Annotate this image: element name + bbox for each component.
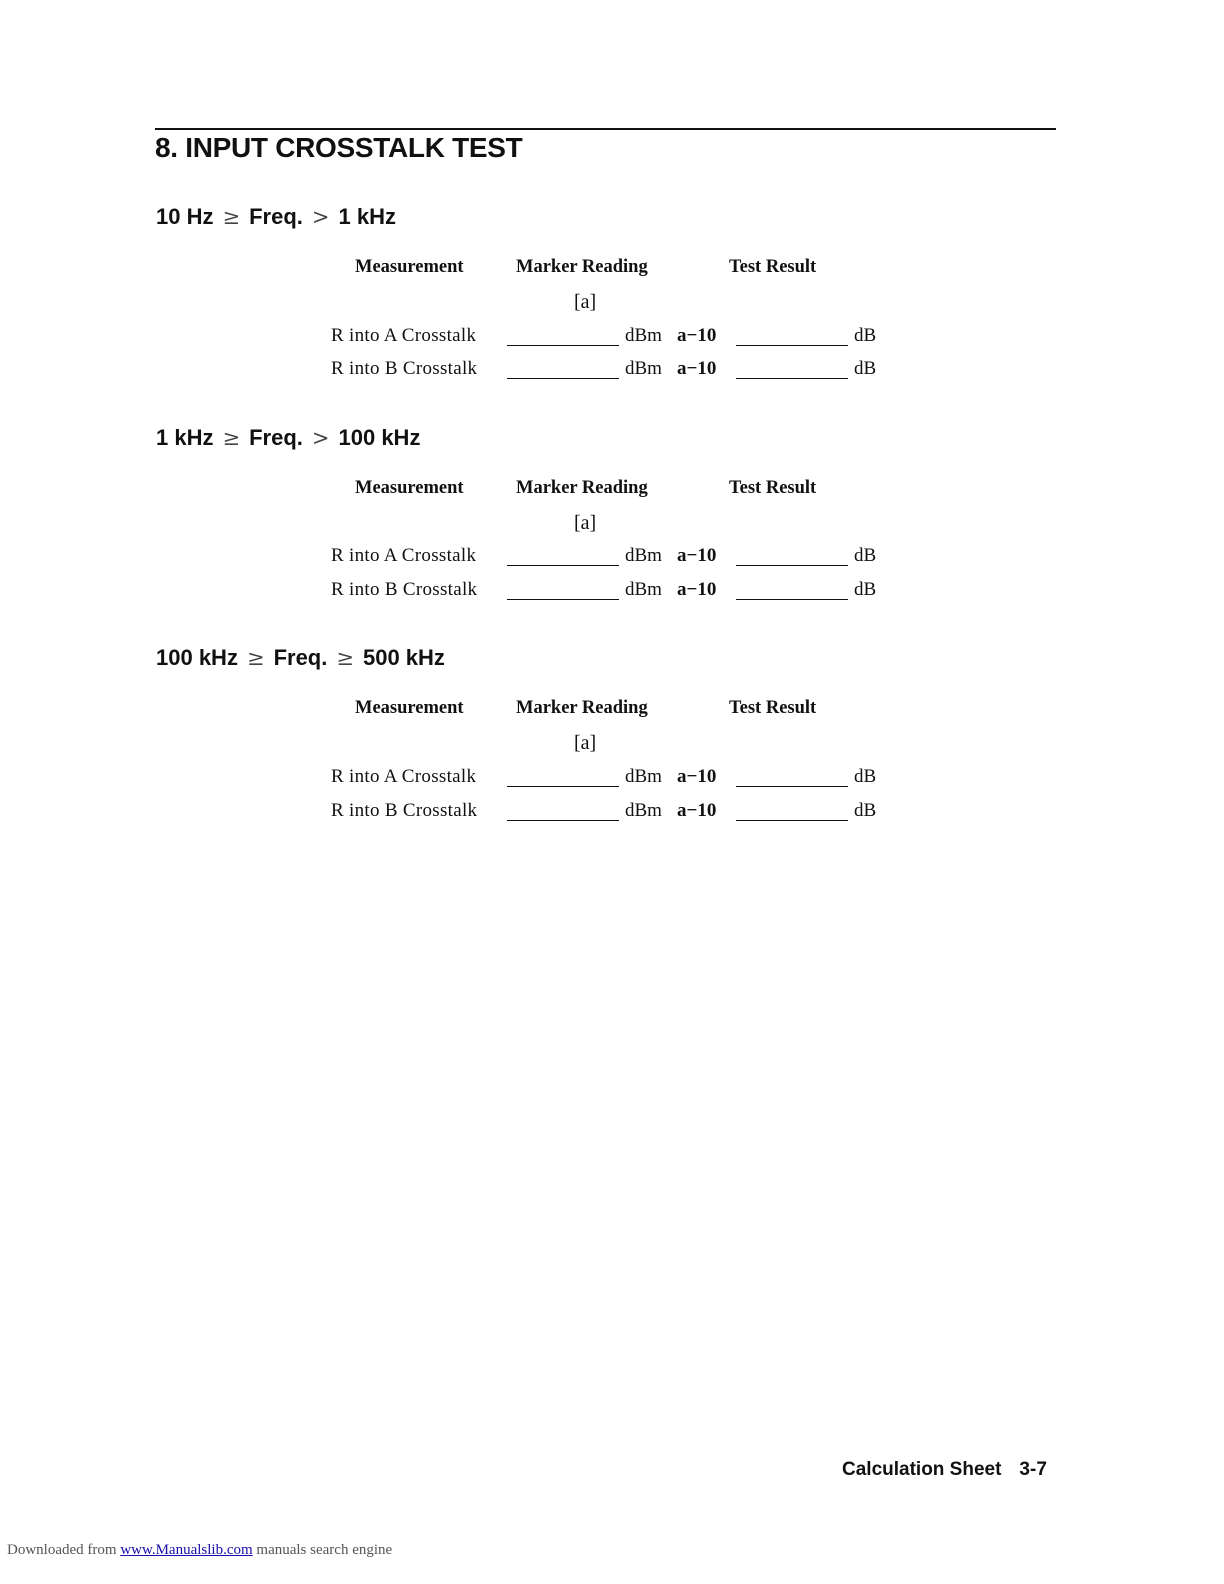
test-result-blank[interactable] [736, 786, 848, 787]
column-subheader-a: [a] [574, 291, 597, 313]
table-row [0, 800, 1224, 830]
marker-reading-blank[interactable] [507, 378, 619, 379]
page-footer [842, 1459, 1047, 1481]
column-header-marker-reading: Marker Reading [516, 698, 648, 718]
marker-reading-blank[interactable] [507, 345, 619, 346]
title-rule [155, 128, 1056, 130]
download-notice [7, 1542, 392, 1559]
row-label: R into B Crosstalk [331, 800, 478, 821]
test-result-blank[interactable] [736, 565, 848, 566]
column-subheader-a: [a] [574, 732, 597, 754]
row-label: R into B Crosstalk [331, 358, 478, 379]
column-header-test-result: Test Result [729, 698, 817, 718]
freq-low: 100 kHz [156, 645, 238, 670]
test-result-blank[interactable] [736, 378, 848, 379]
operator: ≥ [336, 646, 354, 670]
marker-reading-blank[interactable] [507, 565, 619, 566]
unit-dbm: dBm [625, 579, 662, 600]
marker-reading-blank[interactable] [507, 820, 619, 821]
section-heading [156, 645, 445, 671]
manualslib-link[interactable]: www.Manualslib.com [120, 1542, 253, 1558]
unit-dbm: dBm [625, 545, 662, 566]
row-label: R into A Crosstalk [331, 545, 477, 566]
formula: a−10 [677, 358, 717, 379]
table-row [0, 358, 1224, 388]
freq-label: Freq. [273, 645, 328, 670]
column-header-test-result: Test Result [729, 478, 817, 498]
freq-low: 10 Hz [156, 204, 214, 229]
unit-dbm: dBm [625, 800, 662, 821]
column-header-marker-reading: Marker Reading [516, 478, 648, 498]
table-row [0, 325, 1224, 355]
unit-db: dB [854, 325, 877, 346]
formula: a−10 [677, 800, 717, 821]
table-row [0, 545, 1224, 575]
section-1khz-100khz [0, 425, 1224, 635]
marker-reading-blank[interactable] [507, 599, 619, 600]
formula: a−10 [677, 545, 717, 566]
section-heading [156, 425, 420, 451]
column-header-measurement: Measurement [355, 478, 464, 498]
download-prefix: Downloaded from [7, 1542, 117, 1558]
unit-dbm: dBm [625, 358, 662, 379]
table-row [0, 579, 1224, 609]
unit-db: dB [854, 800, 877, 821]
column-header-measurement: Measurement [355, 257, 464, 277]
formula: a−10 [677, 325, 717, 346]
page-number: 3-7 [1019, 1459, 1047, 1480]
section-100khz-500khz [0, 645, 1224, 855]
freq-high: 1 kHz [338, 204, 396, 229]
row-label: R into B Crosstalk [331, 579, 478, 600]
formula: a−10 [677, 579, 717, 600]
row-label: R into A Crosstalk [331, 766, 477, 787]
freq-low: 1 kHz [156, 425, 214, 450]
test-result-blank[interactable] [736, 599, 848, 600]
footer-label: Calculation Sheet [842, 1459, 1002, 1480]
operator: ≥ [222, 205, 241, 229]
freq-high: 100 kHz [338, 425, 421, 450]
operator: > [311, 205, 330, 229]
formula: a−10 [677, 766, 717, 787]
page-title: 8. INPUT CROSSTALK TEST [155, 132, 523, 163]
freq-high: 500 kHz [362, 645, 445, 670]
column-header-marker-reading: Marker Reading [516, 257, 648, 277]
column-subheader-a: [a] [574, 512, 597, 534]
download-suffix: manuals search engine [256, 1542, 393, 1558]
test-result-blank[interactable] [736, 345, 848, 346]
operator: > [311, 426, 330, 450]
row-label: R into A Crosstalk [331, 325, 477, 346]
column-header-measurement: Measurement [355, 698, 464, 718]
test-result-blank[interactable] [736, 820, 848, 821]
marker-reading-blank[interactable] [507, 786, 619, 787]
unit-db: dB [854, 358, 877, 379]
section-heading [156, 204, 396, 230]
column-header-test-result: Test Result [729, 257, 817, 277]
unit-dbm: dBm [625, 766, 662, 787]
section-10hz-1khz [0, 204, 1224, 414]
unit-db: dB [854, 545, 877, 566]
table-row [0, 766, 1224, 796]
unit-db: dB [854, 579, 877, 600]
unit-db: dB [854, 766, 877, 787]
freq-label: Freq. [249, 204, 303, 229]
freq-label: Freq. [249, 425, 303, 450]
operator: ≥ [222, 426, 241, 450]
unit-dbm: dBm [625, 325, 662, 346]
operator: ≥ [246, 646, 265, 670]
